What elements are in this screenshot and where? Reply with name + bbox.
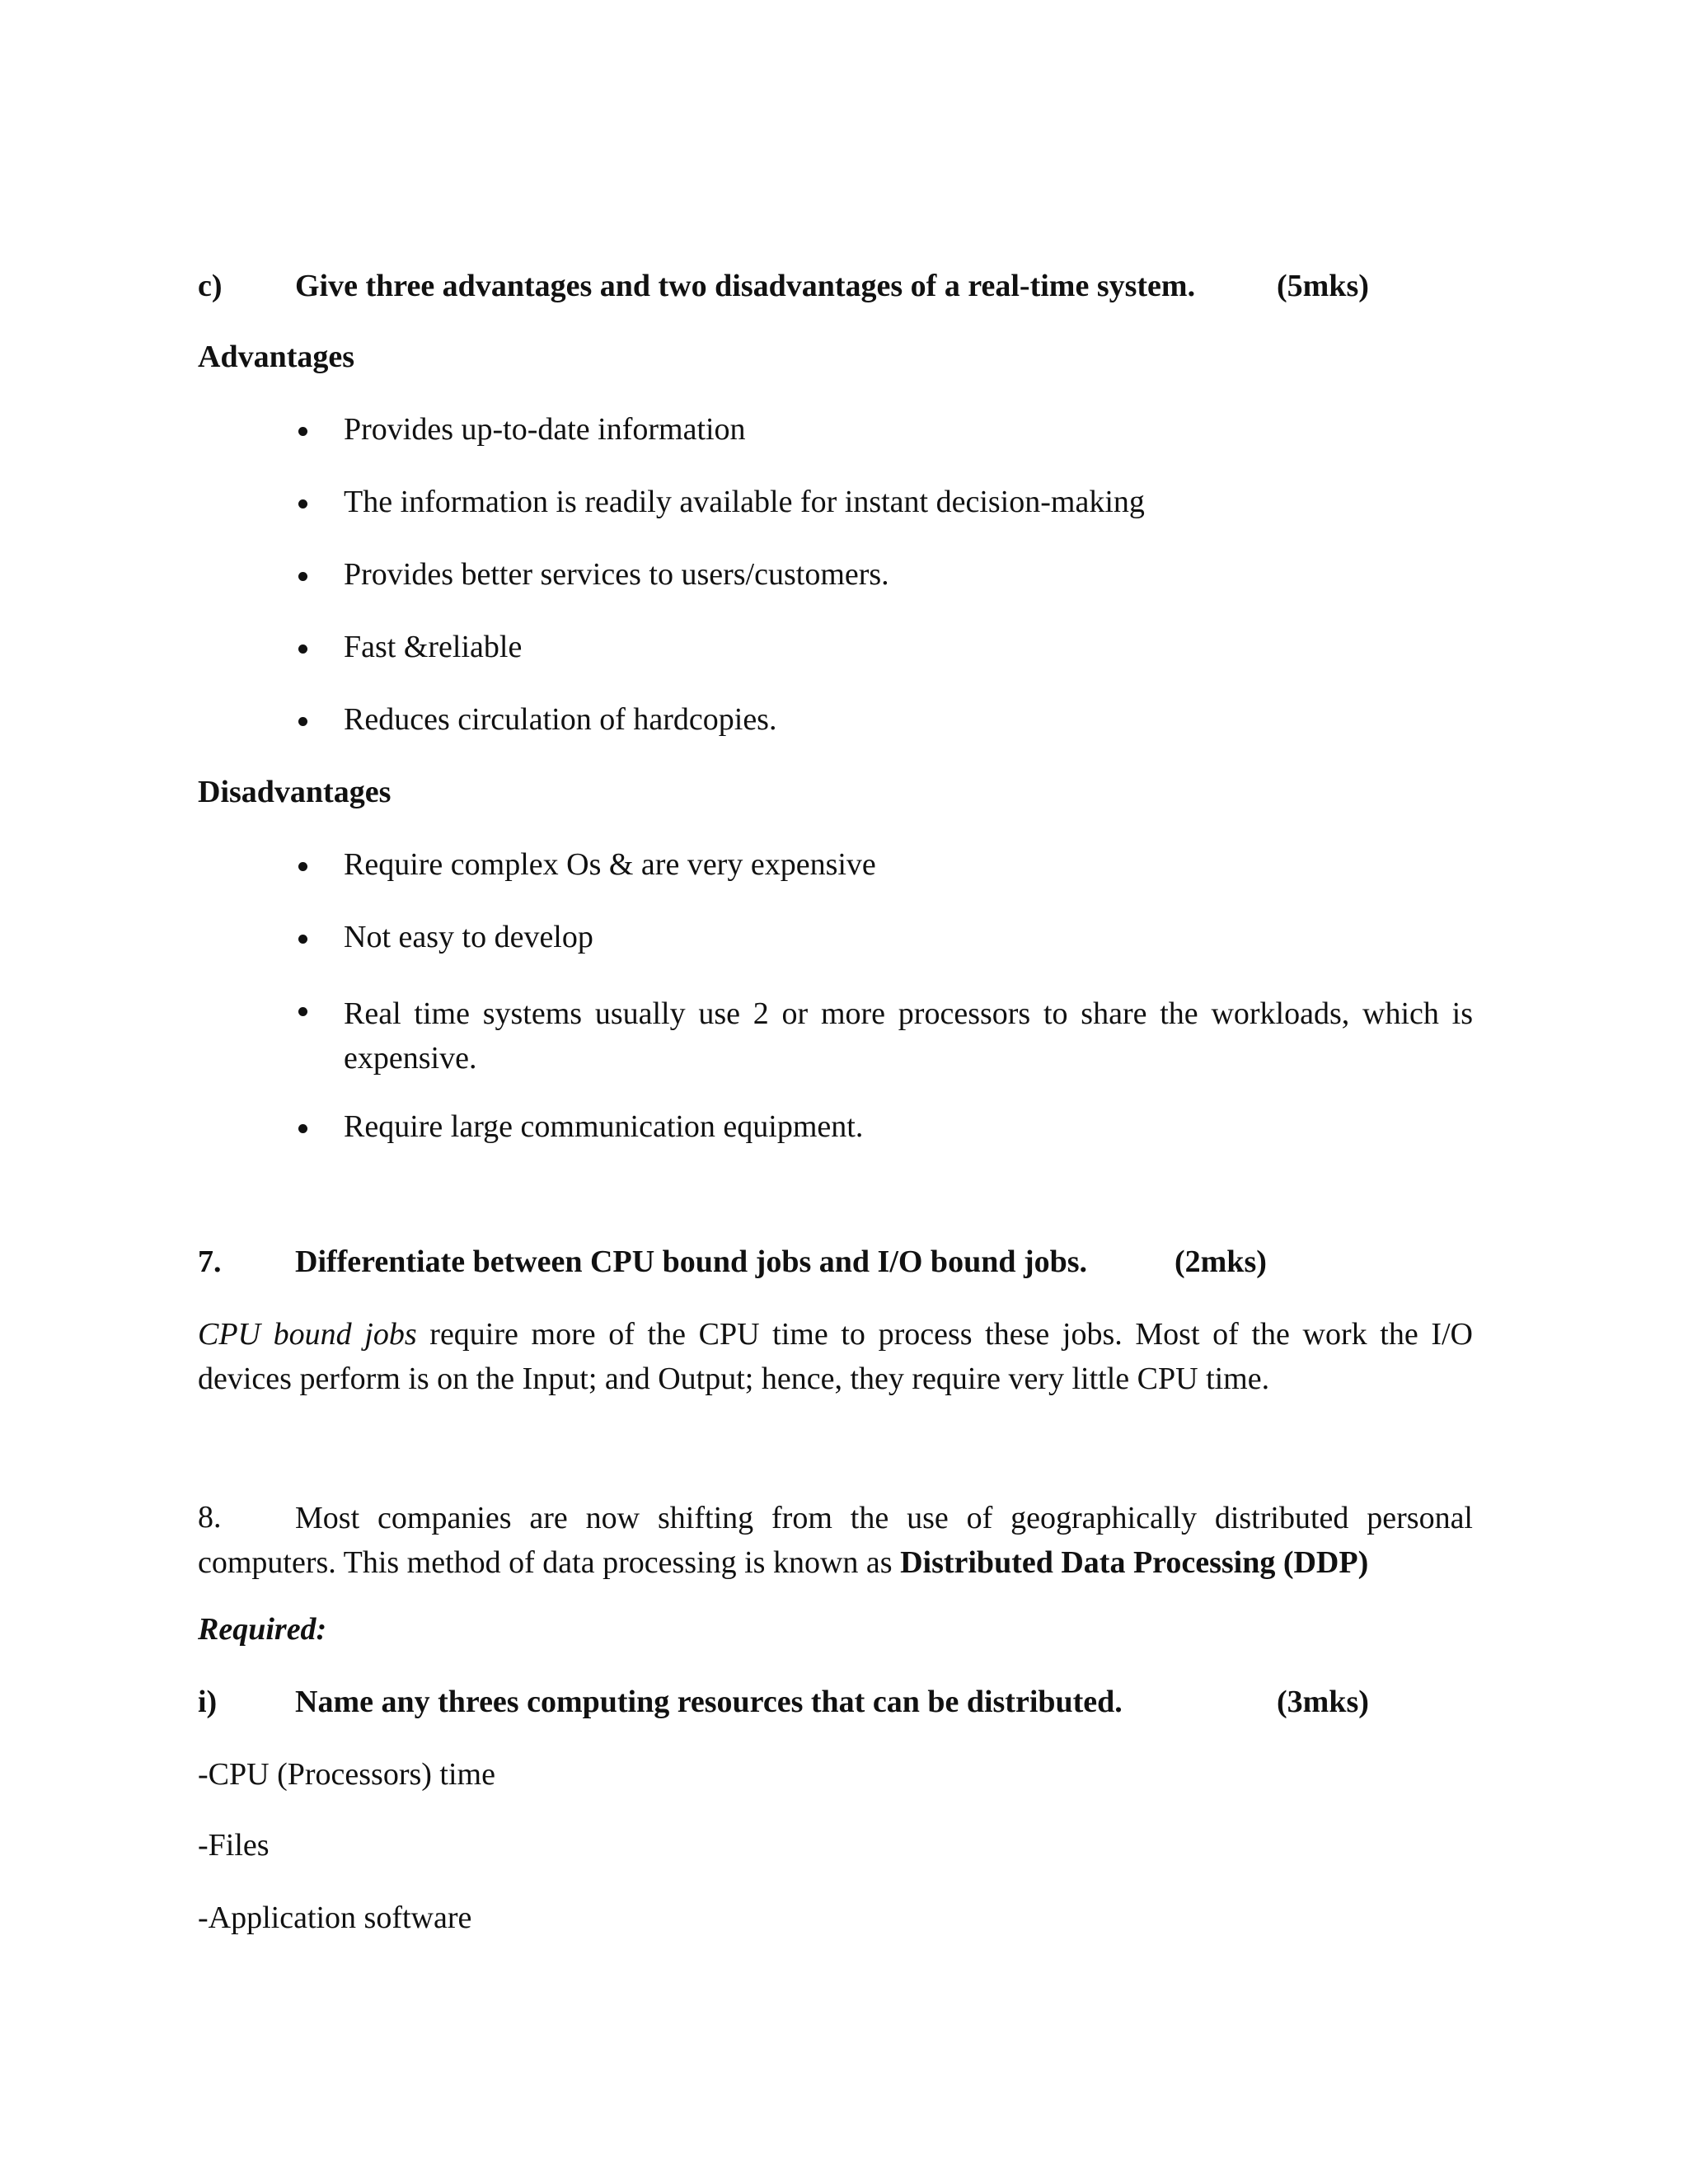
disadvantage-item: Real time systems usually use 2 or more processors to share the workloads, which is xyxy=(344,996,1473,1031)
resource-answer: -Application software xyxy=(198,1900,472,1935)
question-c-text: Give three advantages and two disadvantages of a real-time system. xyxy=(295,269,1196,303)
question-7-answer-line2: devices perform is on the Input; and Output; hence, they require very little CPU time. xyxy=(198,1361,1270,1396)
bullet-icon xyxy=(298,1124,307,1133)
question-8i-label: i) xyxy=(198,1685,218,1719)
question-c-marks: (5mks) xyxy=(1277,269,1369,303)
question-8-text xyxy=(198,1496,1473,1585)
cpu-bound-jobs-term: CPU bound jobs xyxy=(198,1317,417,1352)
bullet-icon xyxy=(298,862,307,871)
question-7-marks: (2mks) xyxy=(1175,1244,1267,1279)
question-c-label: c) xyxy=(198,269,223,303)
disadvantage-item: Require large communication equipment. xyxy=(344,1109,864,1144)
disadvantage-item: Not easy to develop xyxy=(344,920,593,954)
question-7-answer-line1-rest: require more of the CPU time to process these jobs. Most of the work the I/O xyxy=(416,1317,1473,1352)
disadvantages-heading: Disadvantages xyxy=(198,775,392,809)
advantage-item: Fast &reliable xyxy=(344,630,523,664)
question-8-line2-plain: computers. This method of data processing is known as xyxy=(198,1545,901,1580)
question-7-text: Differentiate between CPU bound jobs and I/O bound jobs. xyxy=(295,1244,1088,1279)
question-7-answer xyxy=(198,1312,1473,1401)
advantage-item: Provides better services to users/customers. xyxy=(344,557,889,592)
resource-answer: -CPU (Processors) time xyxy=(198,1757,495,1792)
bullet-icon xyxy=(298,499,307,509)
bullet-icon xyxy=(298,717,307,726)
question-8-line2 xyxy=(198,1540,1473,1585)
bullet-icon xyxy=(298,427,307,436)
advantage-item: Reduces circulation of hardcopies. xyxy=(344,702,777,737)
required-label: Required: xyxy=(198,1612,327,1647)
question-8i-marks: (3mks) xyxy=(1277,1685,1369,1719)
advantages-heading: Advantages xyxy=(198,340,355,374)
bullet-icon xyxy=(298,572,307,581)
bullet-icon xyxy=(298,1007,307,1016)
question-8-label: 8. xyxy=(198,1500,222,1535)
disadvantage-item-multiline xyxy=(344,991,1473,1080)
question-8-line1: Most companies are now shifting from the use of geographically distributed personal xyxy=(295,1501,1473,1535)
question-8i-text: Name any threes computing resources that can be distributed. xyxy=(295,1685,1123,1719)
ddp-term: Distributed Data Processing (DDP) xyxy=(900,1545,1369,1580)
bullet-icon xyxy=(298,935,307,944)
disadvantage-item: Require complex Os & are very expensive xyxy=(344,847,876,882)
bullet-icon xyxy=(298,644,307,654)
advantage-item: Provides up-to-date information xyxy=(344,412,746,447)
question-7-label: 7. xyxy=(198,1244,222,1279)
advantage-item: The information is readily available for instant decision-making xyxy=(344,485,1145,519)
resource-answer: -Files xyxy=(198,1828,270,1863)
disadvantage-item-continuation: expensive. xyxy=(344,1041,477,1076)
question-7-answer-line1 xyxy=(198,1312,1473,1357)
